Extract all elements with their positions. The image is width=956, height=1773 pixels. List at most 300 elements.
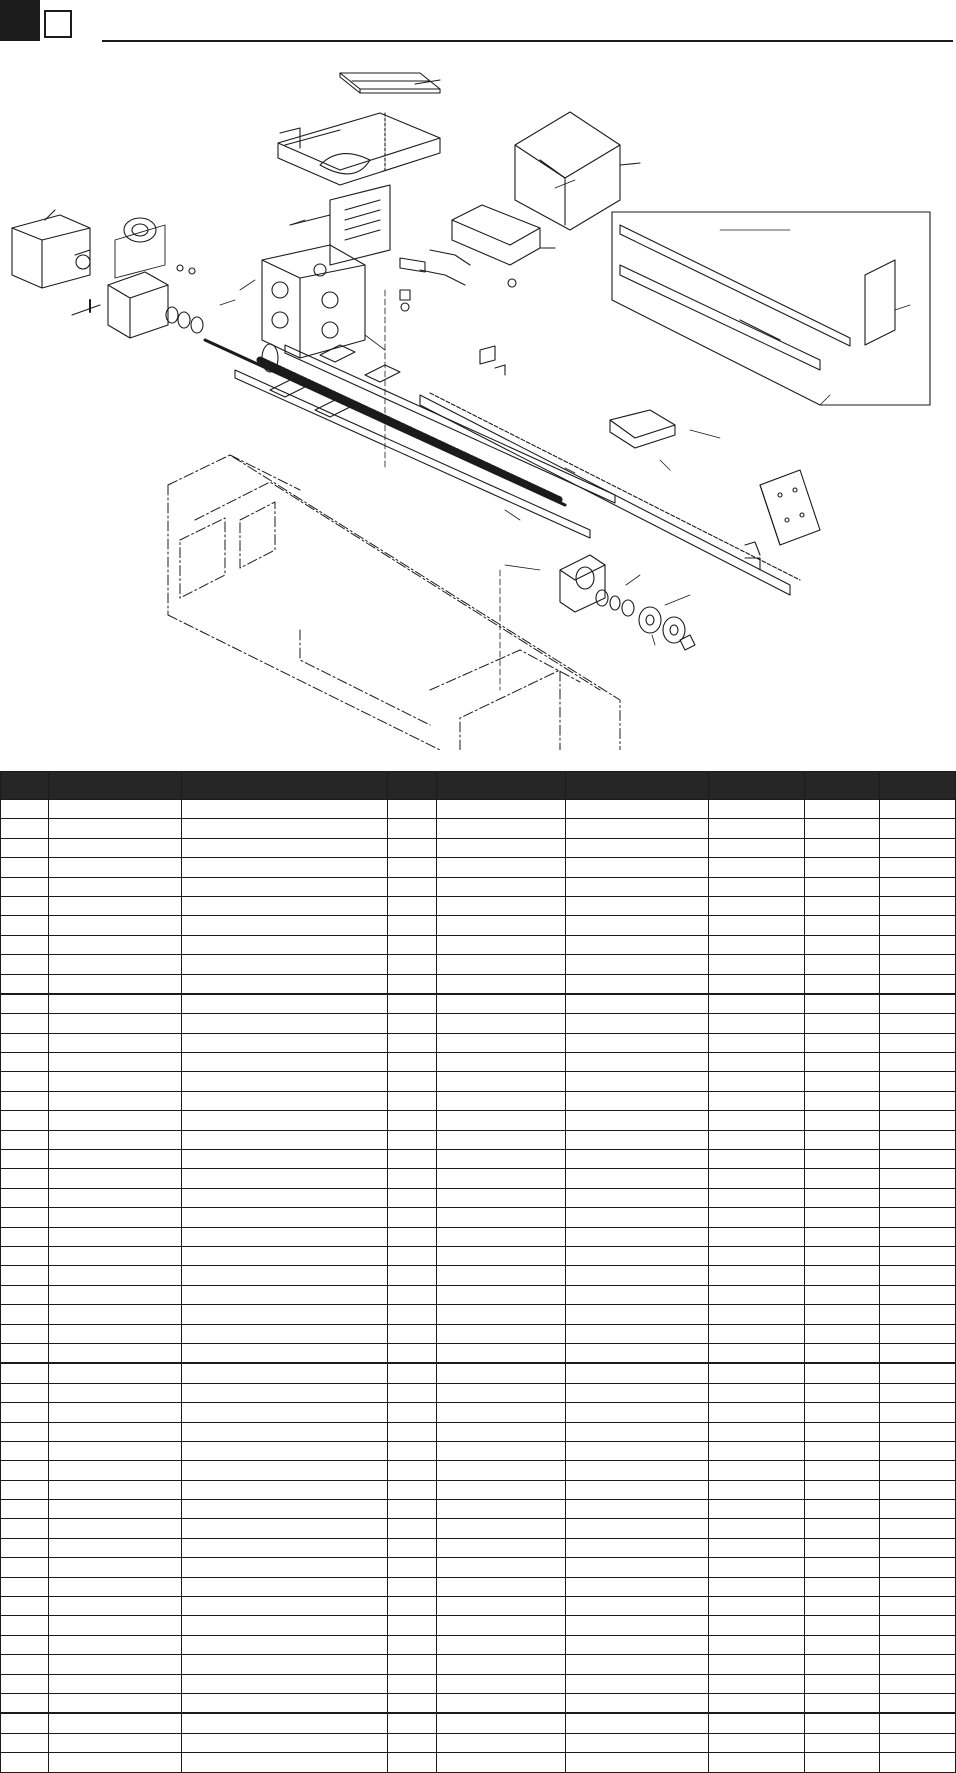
table-cell [880,1674,956,1693]
header-cell [566,772,709,800]
table-cell [1,1597,49,1616]
table-cell [709,1577,805,1596]
table-cell [437,858,566,877]
table-cell [388,974,437,994]
table-cell [566,800,709,819]
table-cell [437,1111,566,1130]
table-cell [709,858,805,877]
table-row [1,974,956,994]
table-cell [1,1577,49,1596]
table-cell [49,1422,182,1441]
table-cell [566,1227,709,1246]
table-cell [709,916,805,935]
table-cell [182,1753,388,1772]
table-cell [49,1130,182,1149]
table-cell [388,896,437,915]
table-cell [388,1558,437,1577]
table-cell [709,1363,805,1383]
table-cell [182,1441,388,1460]
section-tab-marker [0,0,40,41]
table-cell [1,1246,49,1265]
table-row [1,1363,956,1383]
table-cell [566,1188,709,1207]
parts-list-table [0,771,956,1773]
table-cell [709,1150,805,1169]
table-cell [437,974,566,994]
table-cell [437,1558,566,1577]
table-cell [709,1597,805,1616]
table-cell [49,1461,182,1480]
table-cell [388,1343,437,1363]
table-cell [880,800,956,819]
table-cell [1,1169,49,1188]
table-cell [709,1343,805,1363]
table-row [1,1053,956,1072]
table-cell [437,1305,566,1324]
table-cell [880,916,956,935]
table-cell [880,1188,956,1207]
table-cell [437,1072,566,1091]
table-cell [437,1693,566,1713]
table-row [1,800,956,819]
table-cell [182,1655,388,1674]
table-cell [709,838,805,857]
table-cell [437,1324,566,1343]
table-cell [805,1208,880,1227]
table-cell [182,1461,388,1480]
table-cell [1,994,49,1014]
table-row [1,1343,956,1363]
table-row [1,1383,956,1402]
table-cell [566,1266,709,1285]
table-cell [709,1422,805,1441]
table-cell [805,1130,880,1149]
table-cell [182,1363,388,1383]
table-cell [49,819,182,838]
table-cell [880,1616,956,1635]
table-cell [880,1130,956,1149]
table-cell [182,1014,388,1033]
table-cell [182,800,388,819]
table-cell [182,1208,388,1227]
table-row [1,1169,956,1188]
table-cell [437,1461,566,1480]
table-cell [880,1500,956,1519]
table-cell [709,1285,805,1304]
table-cell [49,1014,182,1033]
table-cell [1,1558,49,1577]
table-row [1,1014,956,1033]
table-cell [49,994,182,1014]
table-cell [182,1480,388,1499]
table-cell [182,1558,388,1577]
table-cell [182,1072,388,1091]
table-cell [182,1500,388,1519]
table-cell [1,1363,49,1383]
table-cell [805,1285,880,1304]
table-cell [388,1480,437,1499]
table-cell [182,1227,388,1246]
table-cell [437,1285,566,1304]
table-cell [49,838,182,857]
table-cell [709,819,805,838]
table-cell [388,1500,437,1519]
table-row [1,994,956,1014]
table-cell [49,1500,182,1519]
table-cell [805,1753,880,1772]
table-cell [388,1305,437,1324]
table-cell [805,1072,880,1091]
table-cell [49,1558,182,1577]
table-cell [566,1441,709,1460]
table-cell [1,955,49,974]
table-cell [437,1033,566,1052]
table-cell [182,1422,388,1441]
table-cell [437,1422,566,1441]
table-cell [182,1246,388,1265]
small-fittings [400,250,470,311]
table-cell [49,1072,182,1091]
table-cell [880,1538,956,1557]
table-row [1,916,956,935]
table-cell [49,935,182,954]
table-cell [182,1403,388,1422]
table-cell [880,1753,956,1772]
table-cell [182,1130,388,1149]
table-cell [182,1538,388,1557]
table-cell [805,1674,880,1693]
table-cell [182,838,388,857]
carriage-block [262,245,365,358]
table-cell [880,1343,956,1363]
table-cell [1,1014,49,1033]
table-cell [805,1558,880,1577]
table-cell [1,1500,49,1519]
table-cell [566,1343,709,1363]
table-cell [566,1733,709,1752]
table-cell [437,1538,566,1557]
table-cell [49,1305,182,1324]
table-cell [182,1324,388,1343]
table-cell [182,896,388,915]
table-cell [49,1577,182,1596]
table-cell [805,1500,880,1519]
table-cell [49,1383,182,1402]
table-cell [1,1713,49,1733]
table-cell [437,1091,566,1110]
table-cell [182,1285,388,1304]
table-cell [566,1461,709,1480]
table-cell [880,1091,956,1110]
table-row [1,1577,956,1596]
table-cell [709,1655,805,1674]
table-cell [49,1324,182,1343]
table-cell [437,1519,566,1538]
table-cell [49,1053,182,1072]
header-cell [388,772,437,800]
table-cell [880,1422,956,1441]
table-cell [566,858,709,877]
table-row [1,1441,956,1460]
table-cell [566,1053,709,1072]
table-cell [49,896,182,915]
table-row [1,1208,956,1227]
table-cell [1,1422,49,1441]
table-cell [880,1324,956,1343]
table-cell [1,1111,49,1130]
table-cell [566,916,709,935]
table-cell [566,1693,709,1713]
table-cell [1,1343,49,1363]
table-cell [437,1246,566,1265]
table-cell [437,1655,566,1674]
table-cell [1,1733,49,1752]
table-cell [1,1674,49,1693]
table-cell [182,1616,388,1635]
table-cell [388,1461,437,1480]
table-cell [49,800,182,819]
table-cell [709,800,805,819]
table-cell [566,1713,709,1733]
header-cell [709,772,805,800]
table-cell [805,1693,880,1713]
table-cell [182,1033,388,1052]
table-cell [49,1169,182,1188]
table-cell [1,1324,49,1343]
table-cell [1,838,49,857]
table-row [1,1246,956,1265]
table-row [1,955,956,974]
table-row [1,1558,956,1577]
table-cell [566,1169,709,1188]
table-row [1,1324,956,1343]
table-cell [805,819,880,838]
table-cell [880,1208,956,1227]
table-cell [709,1266,805,1285]
table-row [1,819,956,838]
tilted-plate [760,470,820,545]
table-cell [805,1577,880,1596]
table-cell [182,1713,388,1733]
table-cell [388,1053,437,1072]
table-cell [182,1053,388,1072]
table-cell [1,1441,49,1460]
table-row [1,1500,956,1519]
table-cell [1,1033,49,1052]
table-row [1,896,956,915]
table-cell [1,800,49,819]
table-cell [805,974,880,994]
table-row [1,1655,956,1674]
table-cell [709,1169,805,1188]
table-cell [805,935,880,954]
table-cell [880,994,956,1014]
table-row [1,1072,956,1091]
table-cell [566,1558,709,1577]
table-cell [49,1753,182,1772]
table-cell [388,800,437,819]
table-cell [880,1053,956,1072]
table-cell [566,1091,709,1110]
table-cell [1,1072,49,1091]
table-cell [437,955,566,974]
table-cell [388,1383,437,1402]
table-row [1,1480,956,1499]
table-cell [566,1072,709,1091]
table-cell [182,858,388,877]
table-row [1,935,956,954]
table-cell [709,1461,805,1480]
table-cell [1,1461,49,1480]
table-cell [1,1188,49,1207]
table-cell [388,1246,437,1265]
table-cell [709,1500,805,1519]
table-cell [566,1305,709,1324]
table-cell [437,1188,566,1207]
table-cell [709,896,805,915]
table-cell [805,1305,880,1324]
table-cell [388,877,437,896]
table-cell [437,1169,566,1188]
table-row [1,1227,956,1246]
table-cell [566,1538,709,1557]
table-cell [566,819,709,838]
table-cell [880,1383,956,1402]
table-row [1,877,956,896]
table-cell [49,1111,182,1130]
table-cell [805,896,880,915]
table-cell [437,1500,566,1519]
table-cell [388,1655,437,1674]
table-cell [805,1053,880,1072]
table-cell [388,935,437,954]
table-cell [1,1053,49,1072]
table-row [1,1150,956,1169]
table-cell [805,1343,880,1363]
table-cell [182,974,388,994]
table-cell [880,955,956,974]
table-cell [388,1597,437,1616]
table-cell [805,1363,880,1383]
table-cell [437,1753,566,1772]
table-cell [880,877,956,896]
table-cell [49,955,182,974]
table-cell [805,1383,880,1402]
table-cell [388,955,437,974]
table-cell [49,1597,182,1616]
table-cell [709,994,805,1014]
table-cell [566,935,709,954]
table-cell [388,1111,437,1130]
mounting-bracket [452,205,555,287]
mid-bracket [610,410,675,448]
table-cell [1,1227,49,1246]
table-cell [1,858,49,877]
table-cell [566,1753,709,1772]
header-cell [1,772,49,800]
table-cell [566,1014,709,1033]
table-cell [437,1577,566,1596]
table-cell [1,1266,49,1285]
table-row [1,1674,956,1693]
table-cell [388,1150,437,1169]
table-cell [1,1383,49,1402]
table-cell [1,1091,49,1110]
table-cell [880,1169,956,1188]
table-cell [182,1266,388,1285]
header-rule [102,40,953,42]
table-cell [437,1208,566,1227]
table-cell [709,1111,805,1130]
table-cell [388,1285,437,1304]
table-cell [182,1188,388,1207]
table-cell [437,1713,566,1733]
table-cell [49,1208,182,1227]
table-cell [49,916,182,935]
table-cell [566,1597,709,1616]
table-row [1,1713,956,1733]
table-cell [1,1208,49,1227]
table-cell [709,1616,805,1635]
table-cell [182,819,388,838]
table-cell [49,1635,182,1654]
table-cell [805,858,880,877]
table-cell [182,1519,388,1538]
table-cell [880,1441,956,1460]
table-cell [709,1441,805,1460]
table-cell [437,1403,566,1422]
table-row [1,1130,956,1149]
table-cell [1,819,49,838]
table-cell [1,916,49,935]
table-cell [49,1150,182,1169]
table-cell [388,838,437,857]
table-row [1,1188,956,1207]
table-cell [805,916,880,935]
table-cell [49,1538,182,1557]
header-cell [49,772,182,800]
table-cell [437,1014,566,1033]
table-cell [437,916,566,935]
table-cell [437,1363,566,1383]
slotted-plate [290,185,390,265]
table-cell [880,974,956,994]
table-cell [182,1635,388,1654]
table-cell [805,1403,880,1422]
table-cell [566,1111,709,1130]
servo-motor [12,210,90,288]
table-cell [880,858,956,877]
table-cell [437,994,566,1014]
table-cell [182,1733,388,1752]
table-cell [805,1713,880,1733]
table-cell [388,1713,437,1733]
table-cell [437,1635,566,1654]
table-cell [880,1403,956,1422]
table-cell [437,1053,566,1072]
table-cell [437,1227,566,1246]
table-cell [1,1305,49,1324]
table-cell [566,1033,709,1052]
table-row [1,1538,956,1557]
table-cell [388,1266,437,1285]
table-row [1,1616,956,1635]
table-cell [566,1208,709,1227]
table-cell [1,1635,49,1654]
table-cell [49,1403,182,1422]
table-cell [182,877,388,896]
table-cell [709,1558,805,1577]
